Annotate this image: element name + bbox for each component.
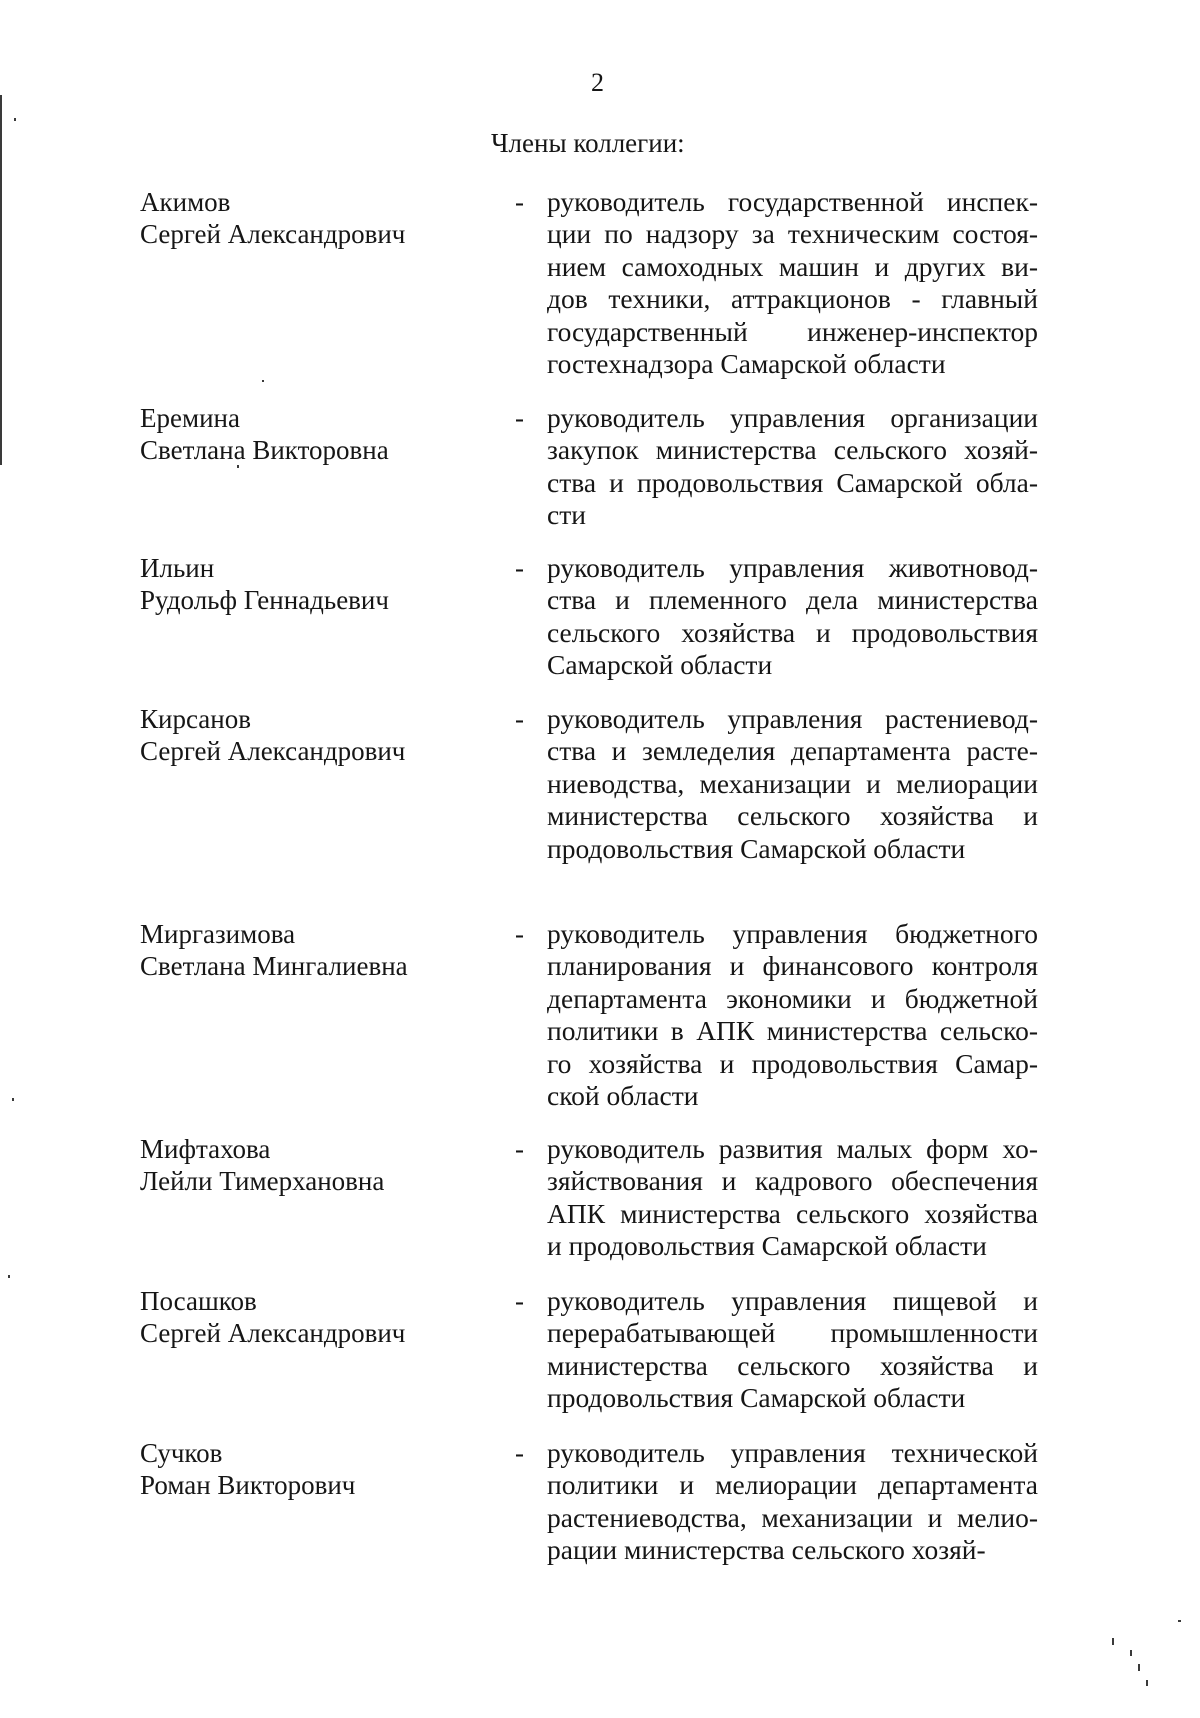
scan-speck [262,380,264,382]
member-role-line: министерства сельского хозяйства и [547,1349,1038,1381]
member-name [140,918,480,982]
member-role-line: руководитель управления животновод- [547,552,1038,583]
member-role-line: ской области [547,1080,699,1112]
member-surname: Ильин [140,553,215,583]
member-given-names: Светлана Викторовна [140,435,389,465]
member-role-line: руководитель управления растениевод- [547,703,1038,734]
member-role-line: продовольствия Самарской области [547,1382,966,1414]
member-surname: Посашков [140,1286,257,1316]
member-role-line: Самарской области [547,649,773,681]
member-role-line: растениеводства, механизации и мелио- [547,1501,1038,1533]
member-role [547,552,1038,682]
member-name [140,402,480,466]
scan-speck [1146,1680,1148,1686]
scan-speck [12,1098,14,1101]
member-surname: Миргазимова [140,919,296,949]
member-role-line: перерабатывающей промышленности [547,1317,1038,1349]
member-given-names: Сергей Александрович [140,1318,406,1348]
member-role [547,1285,1038,1415]
member-surname: Кирсанов [140,704,251,734]
scan-speck [1130,1650,1132,1656]
member-surname: Мифтахова [140,1134,271,1164]
member-role [547,402,1038,532]
member-role-line: руководитель управления организации [547,402,1038,433]
member-role-line: ства и земледелия департамента расте- [547,735,1038,767]
member-role-line: руководитель управления технической [547,1437,1038,1468]
member-role-line: сти [547,499,586,531]
member-name [140,1133,480,1197]
member-role-line: продовольствия Самарской области [547,832,966,864]
member-role [547,703,1038,865]
member-role-line: закупок министерства сельского хозяй- [547,434,1038,466]
member-role-line: го хозяйства и продовольствия Самар- [547,1047,1038,1079]
scan-margin-line [0,95,2,465]
scan-speck [237,465,239,468]
member-role [547,1437,1038,1567]
member-given-names: Роман Викторович [140,1470,356,1500]
member-given-names: Сергей Александрович [140,219,406,249]
member-dash: - [515,919,524,949]
member-role-line: планирования и финансового контроля [547,950,1038,982]
member-role-line: рации министерства сельского хозяй- [547,1534,986,1566]
member-dash: - [515,187,524,217]
member-name [140,1285,480,1349]
member-name [140,1437,480,1501]
member-role-line: гостехнадзора Самарской области [547,348,946,380]
member-role-line: государственный инженер-инспектор [547,315,1038,347]
member-role-line: руководитель управления бюджетного [547,918,1038,949]
scan-speck [1138,1664,1140,1671]
scan-speck [1178,1620,1181,1622]
scan-speck [1112,1638,1114,1645]
member-name [140,186,480,250]
member-dash: - [515,704,524,734]
member-given-names: Рудольф Геннадьевич [140,585,389,615]
member-surname: Акимов [140,187,231,217]
member-dash: - [515,1286,524,1316]
member-role-line: политики и мелиорации департамента [547,1469,1038,1501]
member-role-line: ства и продовольствия Самарской обла- [547,466,1038,498]
member-given-names: Лейли Тимерхановна [140,1166,385,1196]
member-dash: - [515,553,524,583]
member-name [140,703,480,767]
member-role-line: нием самоходных машин и других ви- [547,250,1038,282]
member-role-line: ции по надзору за техническим состоя- [547,218,1038,250]
page-number: 2 [591,68,604,97]
member-surname: Сучков [140,1438,223,1468]
member-role-line: министерства сельского хозяйства и [547,800,1038,832]
member-surname: Еремина [140,403,240,433]
member-dash: - [515,1134,524,1164]
member-role [547,1133,1038,1263]
member-role-line: ниеводства, механизации и мелиорации [547,767,1038,799]
member-given-names: Светлана Мингалиевна [140,951,408,981]
member-role [547,186,1038,380]
member-role-line: политики в АПК министерства сельско- [547,1015,1038,1047]
member-dash: - [515,1438,524,1468]
member-role-line: сельского хозяйства и продовольствия [547,616,1038,648]
scan-speck [8,1275,10,1278]
member-role-line: дов техники, аттракционов - главный [547,283,1038,315]
scan-speck [14,118,16,121]
section-heading: Члены коллегии: [491,128,685,158]
member-role-line: АПК министерства сельского хозяйства [547,1197,1038,1229]
member-role-line: зяйствования и кадрового обеспечения [547,1165,1038,1197]
member-role-line: руководитель управления пищевой и [547,1285,1038,1316]
member-dash: - [515,403,524,433]
member-role-line: и продовольствия Самарской области [547,1230,987,1262]
member-given-names: Сергей Александрович [140,736,406,766]
member-role-line: департамента экономики и бюджетной [547,982,1038,1014]
member-role [547,918,1038,1112]
member-role-line: ства и племенного дела министерства [547,584,1038,616]
member-name [140,552,480,616]
member-role-line: руководитель государственной инспек- [547,186,1038,217]
member-role-line: руководитель развития малых форм хо- [547,1133,1038,1164]
